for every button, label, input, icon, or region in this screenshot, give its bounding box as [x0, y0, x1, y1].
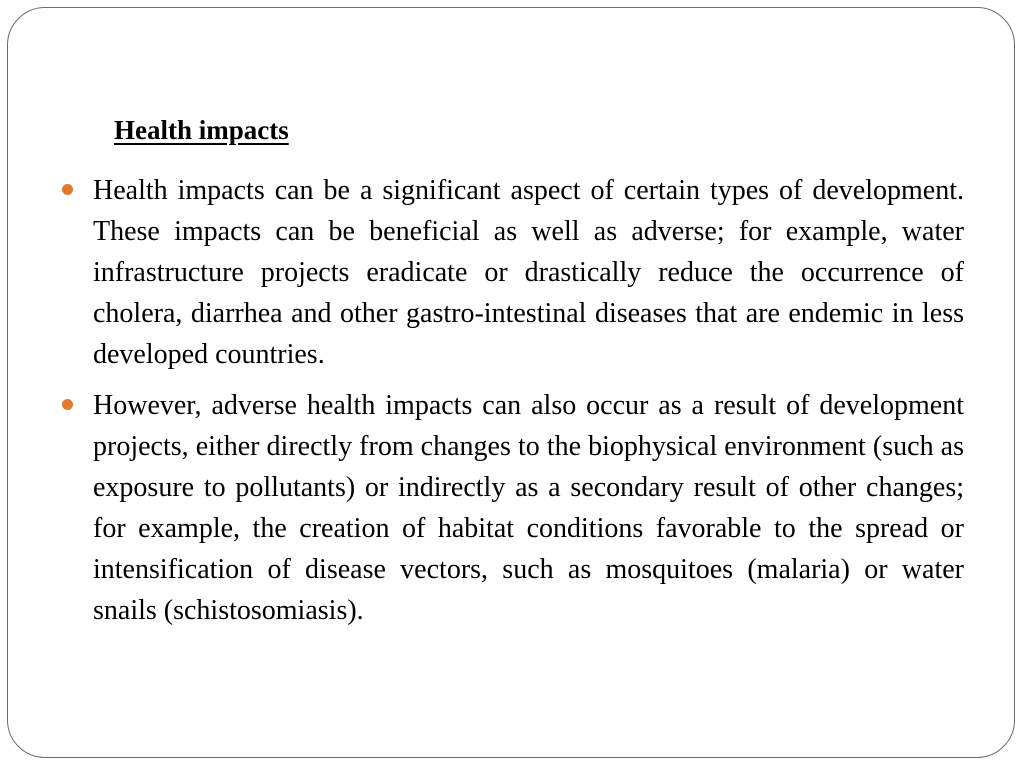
bullet-dot-icon [62, 399, 73, 410]
bullet-item [60, 385, 964, 631]
slide-title: Health impacts [114, 115, 289, 145]
bullet-text: However, adverse health impacts can also occur as a result of development projects, either directly from changes to the biophysical environment (such as exposure to pollutants) or indirectly as a secondary result of other changes; for example, the creation of habitat conditions favorable to the spread or intensification of disease vectors, such as mosquitoes (malaria) or water snails (schistosomiasis). [93, 390, 964, 626]
bullet-dot-icon [62, 184, 73, 195]
bullet-item [60, 170, 964, 375]
bullet-text: Health impacts can be a significant aspect of certain types of development. These impacts can be beneficial as well as adverse; for example, water infrastructure projects eradicate or drastically reduce the occurrence of cholera, diarrhea and other gastro-intestinal diseases that are endemic in less developed countries. [93, 175, 964, 370]
bullet-list [60, 170, 964, 641]
